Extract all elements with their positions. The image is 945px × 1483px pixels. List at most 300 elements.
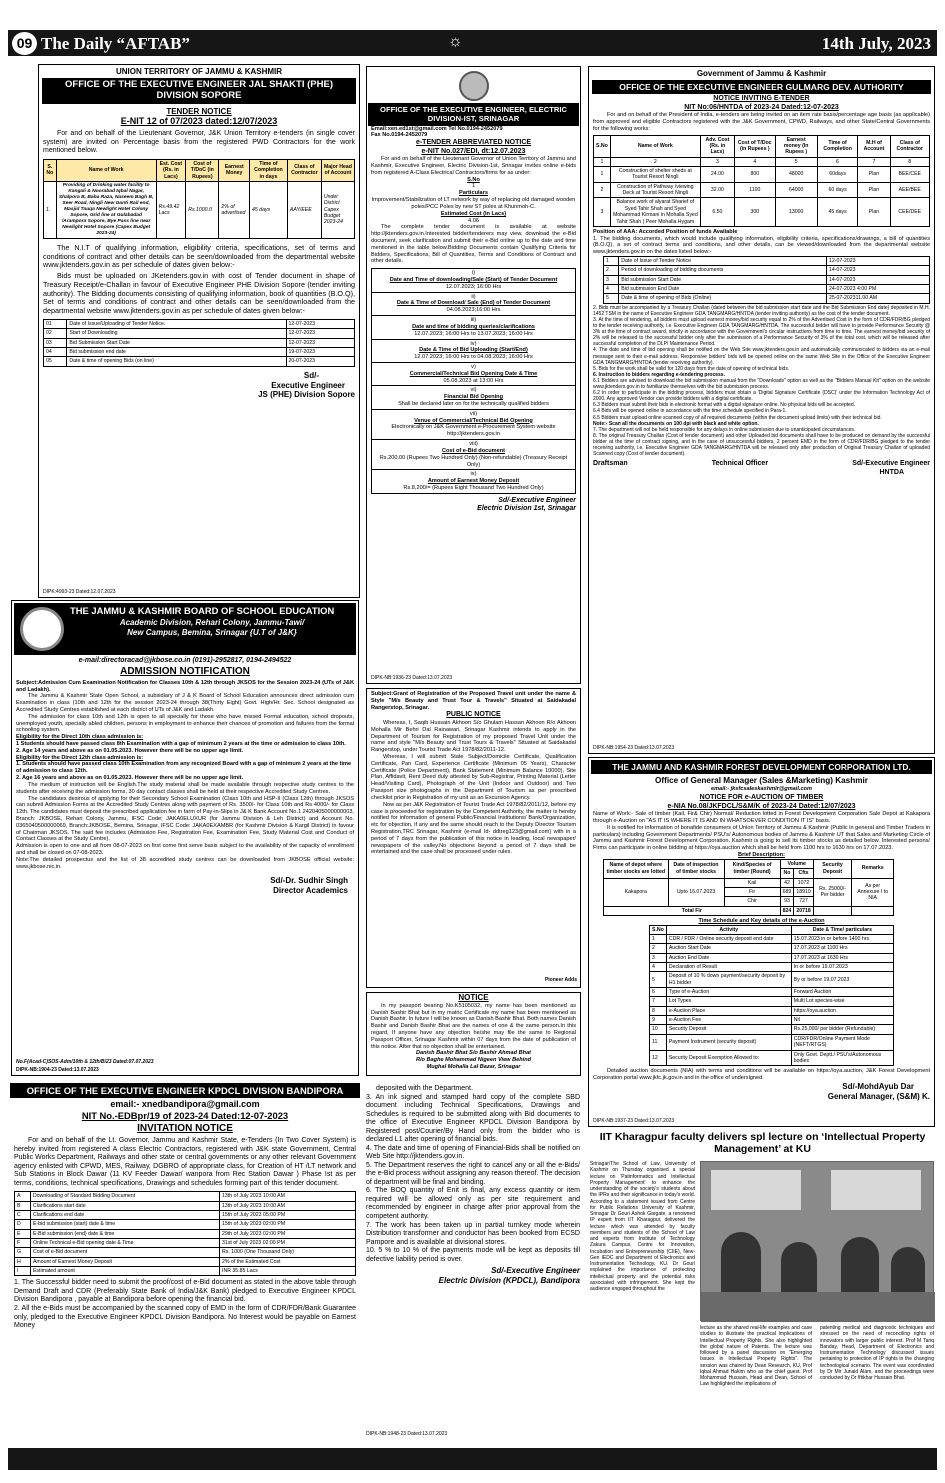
kpdcl-clause-3: 3. An ink signed and stamped hard copy of the complete SBD document including Technical Specifications, Drawings and Schedules is required to be submitted along with Bid documents to the office of Executive Engineer KPDCL Division Bandipora by Registered post/Courier/By Hand only from the bidder who is declared L1 after opening of financial bids. xyxy=(366,1093,580,1144)
kpdcl-sched-cell: D xyxy=(15,1220,31,1229)
phe-sched-cell: 05 xyxy=(44,357,67,366)
forest-sched-cell: 3 xyxy=(650,953,667,962)
gdtm-sched-cell: Bid submission End Date xyxy=(619,285,827,294)
jkbose-para4: The candidates desirous of applying for their Secondary School Examination (Class 10th and HSP-II (Class 12th) through JKSOS can submit Admission Forms at the Accredited Study Centres along with payment of Rs. 3500/- for Class 10th and Rs 4000/- for Class 12th. The candidates must deposit the prescribed application fee in farm of Pay-in-Slips in J& K Bank Account No.1 2420405000000003, Branch: JKBOSE, Rehari Colony, Jammu, IFSC Code; JAKA0ELUXUR (for Jammu Division & Leh District) and Account No. 0365040500000069, Branch:JKBOSE, Bemina, Srinagar, IFSC Code: JAKA0EXAMBR (for Kashmir Division & Kargil District) in favour of Chairman JKSOS. The said fee includes (Admission Fee, Registration Fee, Examination Fee, Study Material Cost and Conduct of Contact Classes at the Study Centre). xyxy=(16,795,354,843)
elec-item-label: Date & Time of Bid Uploading (Start/End) xyxy=(419,347,528,354)
elec-item-no: vii) xyxy=(469,410,478,417)
forest-sched-cell: Auction End Date xyxy=(666,953,791,962)
gdtm-cell: Plan xyxy=(858,182,890,198)
gdtm-clause-6-2: 6.2 In order to participate in the bidding process, bidders must obtain a 'Digital Signature Certificate (DSC)' under the Information Technology Act of 2000. Any approved Vendor can provide bidders with a digital certificate. xyxy=(593,390,930,403)
gdtm-sched-cell: 24-07-2023 4:00 PM xyxy=(827,285,930,294)
gdtm-note: Note:- Scan all the documents on 100 dpi with black and white option. xyxy=(593,420,759,427)
elec-item-no: vi) xyxy=(470,387,477,394)
travel-para1: Whereas, I, Saqib Hussain Akhoon S/o Ghulam Hassan Akhoon R/o Akhoon Mohalla Mir Behri Dal Rainawari, Srinagar Kashmir intends to apply in the Department of Tourism for Registration of my proposed Travel Unit under the name and style "M/s Beauty and Trust Tours & Travels" Situated at Saidakadal Rangerstop, under Tourist Trade Act 1978/82/2011-12. xyxy=(371,719,576,754)
kpdcl-nit: NIT No.-EDBpr/19 of 2023-24 Dated:12-07-2023 xyxy=(81,1110,289,1122)
forest-sched-cell: e-Auction Fee xyxy=(666,1016,791,1025)
forest-sched-cell: 6 xyxy=(650,988,667,997)
gdtm-cell: Construction of Pathway /viewing Deck at Tourist Resort Ningli xyxy=(610,182,700,198)
gdtm-col: Name of Work xyxy=(610,135,700,157)
gdtm-cell: Balance work of alyarat Sharief of Syed Tahir Shah and Syed Mohammad Kirmani in Mohalla Syed Tahir Shah ( Peer Mohalla Hygam xyxy=(610,198,700,226)
forest-sched-cell: Only Govt. Deptt./ PSU's/Autonomous bodies xyxy=(791,1050,893,1066)
gdtm-sched-cell: Date of Issue of Tender Notice xyxy=(619,257,827,266)
gdtm-cell: AEE/BEE xyxy=(890,182,930,198)
kpdcl-sched-cell: Clarifications end date xyxy=(30,1210,219,1219)
jkbose-para1: The Jammu & Kashmir State Open School, a subsidiary of J & K Board of School Education announces direct admission cum Examination in class (10th and 12th for the session 2023-24 through 38(Thirty Eight) Govt. High/Hr. Sec. School designated as Accredited Study Centres established at each district of UTs of J&K and Ladakh. xyxy=(16,693,354,713)
forest-sched-cell: 8 xyxy=(650,1006,667,1015)
kpdcl-sched-cell: 15th of July 2023 02:00 PM xyxy=(220,1220,356,1229)
forest-schedule-heading: Time Schedule and Key details of the e-Auction xyxy=(698,917,825,924)
elec-item-no: i) xyxy=(471,270,476,277)
forest-heading: NOTICE FOR e-AUCTION OF TIMBER xyxy=(699,794,824,802)
forest-col: Remarks xyxy=(852,859,894,878)
gdtm-sched-cell: 2 xyxy=(604,266,619,275)
elec-item-no: iii) xyxy=(470,317,477,324)
forest-sched-cell: Payment Instrument (security deposit) xyxy=(666,1034,791,1050)
phe-col-est: Est. Cost (Rs. in Lacs) xyxy=(156,159,186,181)
jkbose-elig12-heading: Eligibility for the Direct 12th class admission is: xyxy=(16,754,144,761)
forest-sched-cell: 11 xyxy=(650,1034,667,1050)
gdtm-cell: 6.50 xyxy=(700,198,734,226)
phe-col-class: Class of Contractor xyxy=(287,159,321,181)
forest-sched-cell: Forward Auction xyxy=(791,988,893,997)
forest-sched-cell: e-Auction Place xyxy=(666,1006,791,1015)
elec-sno-value: 1 xyxy=(471,183,476,190)
forest-nia: e-NIA No.08/JKFDCL/S&M/K of 2023-24 Dated:12/07/2023 xyxy=(667,802,856,810)
kpdcl-ref: DIPK-NB:1948-23 Dated:13.07.2023 xyxy=(366,1430,448,1437)
gdtm-sched-cell: 14-07-2023 xyxy=(827,266,930,275)
gdtm-clause-8: 8. The original Treasury Challan (Cost of tender document) and other Uploaded bid documents shall have to be produced on demand by the successful bidder at the time of contract signing, and in the case of unsuccessful bidders, 2 percent EMD in the form of CDR/FDR/BG pledged to the tender receiving authority, i.e. Executive Engineer GDA TANGMARG/HNTDA will be released only after production of Original Treasury Challan of uploaded Scanned copy (Cost of tender document). xyxy=(593,432,930,458)
gdtm-cell: 2 xyxy=(594,182,611,198)
gdtm-clause-6: 6. Instruction to bidders regarding e-tendering process. xyxy=(593,371,725,378)
kpdcl-sched-cell: E-Bid submission (end) date & time xyxy=(30,1229,219,1238)
kpdcl-sched-cell: 29th of July 2023 02:00 PM xyxy=(220,1229,356,1238)
elec-intro: For and on behalf of the Lieutenant Governor of Union Territory of Jammu and Kashmir, Executive Engineer, Electric Division-1st, Srinagar invites online e-bids from registered A-Class Electrical Contractors/firms for as under: xyxy=(371,156,576,176)
forest-col: Security Deposit xyxy=(813,859,852,878)
forest-sched-col: S.No xyxy=(650,925,667,934)
jkbose-addr2: New Campus, Bemina, Srinagar {U.T of J&K} xyxy=(127,628,297,638)
gdtm-cell: 64000 xyxy=(775,182,817,198)
jkbose-elig10-a: 1 Students should have passed class 8th Examination with a gap of minimum 2 years at the time or admission to class 10th. xyxy=(16,741,346,748)
elec-enit: e-NIT No.027/EDI, dt:12.07.2023 xyxy=(421,147,526,155)
forest-sched-cell: CDR/FDR/Online Payment Mode (NEFT/RTGS) xyxy=(791,1034,893,1050)
gdtm-clause-6-5: 6.5 Bidders must upload online scanned copy of all required documents (within the document upload limits) with their technical bid. xyxy=(593,414,882,421)
elec-item-label: Cost of e-Bid document xyxy=(441,447,506,454)
kpdcl-sched-cell: Estimated amount xyxy=(30,1267,219,1276)
gdtm-num: 7 xyxy=(858,157,890,166)
jkbose-emblem-icon xyxy=(20,607,64,651)
phe-row-cell: 45 days xyxy=(249,181,287,238)
forest-sched-cell: 7 xyxy=(650,997,667,1006)
gdtm-ref: DIPK-NB:1954-23 Dated:13.07.2023 xyxy=(593,744,675,751)
forest-col: Volume xyxy=(780,859,813,868)
forest-cell: 727 xyxy=(794,897,813,906)
forest-cell: 18919 xyxy=(794,887,813,896)
gdtm-clause-6-3: 6.3 Bidders must submit their bids in electronic format with a digital signature online. No physical bids will be accepted. xyxy=(593,402,856,409)
gdtm-govt-line: Government of Jammu & Kashmir xyxy=(696,69,827,78)
travel-subject: Subject:Grant of Registration of the Proposed Travel unit under the name & Style "M/s Beauty and Trust Tour & Travels" Situated at Saidakadal Rangerstop, Srinagar. xyxy=(371,691,576,711)
gdtm-sched-cell: 12-07-2023 xyxy=(827,257,930,266)
kpdcl-sched-cell: 31st of July 2023 02:00 PM xyxy=(220,1239,356,1248)
forest-cell: 689 xyxy=(780,887,794,896)
elec-item-no: ix) xyxy=(470,471,477,478)
gdtm-cell: CEE/DEE xyxy=(890,198,930,226)
kpdcl-sched-cell: 13th of July 2023 10:00 AM xyxy=(220,1192,356,1201)
elec-signatory: Sd/-Executive Engineer xyxy=(498,496,576,504)
elec-item-value: 12.07.2023; 16:00 Hrs to 13.07.2023; 16:00 Hrs xyxy=(414,330,533,337)
gdtm-intro: For and on behalf of the President of India, e-tenders are being invited on an item rate basis/percentage age basis (as applicable) from approved and eligible Contractors registered with the J&K Government, CPWD, Railways, and other State/Central Governments for the following works: xyxy=(593,112,930,132)
phe-para-bids: Bids must be uploaded on JKetenders.gov.in with cost of Tender document in shape of Treasury Receipt/e-Challan in favour of Executive Engineer PHE Division Sopore (tender inviting authority). The Bidding documents consisting of qualifying information, book of quantities (B.O.Q), Set of terms and conditions of contract and other details can be seen/downloaded from the departmental website www.jktenders.gov.in as per schedule of dates given below:- xyxy=(43,271,355,316)
gdtm-nit: NIT No:06/HNTDA of 2023-24 Dated:12-07-2023 xyxy=(684,103,839,111)
passport-sign2: R/o Baghe Mohammad Nigeen View Behind xyxy=(415,1057,532,1064)
forest-sched-col: Activity xyxy=(666,925,791,934)
forest-sched-cell: 9 xyxy=(650,1016,667,1025)
phe-row-cell: Providing of Drinking water facility to Kangali & Noorabad Iqbal Nagar, Shalpora B, Baba Raza, Naseem Bagh B, Seer Road, Ningli New Ganti Rail end, Masjid Tauqa Newlight Hotel Colony Sopore, Grid line at Gulabadad /Arampora Sopore, Bye Pass line near Newlight Hotel Sopore (Capex Budget 2023-24) xyxy=(56,181,156,238)
elec-item-value: 04.08.2023;16:00 Hrs xyxy=(446,307,501,314)
gdtm-num: 6 xyxy=(817,157,858,166)
iit-news-article xyxy=(590,1131,935,1441)
phe-col-em: Earnest Money xyxy=(219,159,250,181)
gdtm-work-table xyxy=(593,135,930,227)
phe-col-work: Name of Work xyxy=(56,159,156,181)
phe-col-sno: S. No xyxy=(44,159,57,181)
forest-email: email:- jksfcsaleskashmir@gmail.com xyxy=(711,786,812,793)
gdtm-sched-cell: 25-07-202311.00 AM xyxy=(827,294,930,303)
kpdcl-sched-cell: Clarifications start date xyxy=(30,1201,219,1210)
phe-ut-line: UNION TERRITORY OF JAMMU & KASHMIR xyxy=(115,67,283,76)
forest-col: Kind/Species of timber (Round) xyxy=(724,859,780,878)
gdtm-sched-cell: 1 xyxy=(604,257,619,266)
forest-cell: Kail xyxy=(724,878,780,887)
kpdcl-sched-cell: 15th of July 2023 05:00 PM xyxy=(220,1210,356,1219)
jkbose-notice xyxy=(11,600,359,1076)
phe-sd: Sd/- xyxy=(303,370,319,380)
gdtm-col: Class of Contractor xyxy=(890,135,930,157)
forest-signatory: Sd/-MohdAyub Dar xyxy=(842,1081,914,1091)
jkbose-elig12-a: 1. Students should have passed class 10th Examination from any recognized Board with a gap of minimum 2 years at the time of admission to class 12th. xyxy=(16,761,352,775)
elec-para: The complete tender document is available at website http://jktenders.gov.in.Interested bidder/tenderers may view, download the e-Bid document, seek clarification and submit their e-Bid online up to the date and time mentioned in the table below.Bidding Documents contain Qualifying Criteria for Bidders, Specifications, Bill of Quantities, Terms and Conditions of Contract and other details. xyxy=(371,224,576,265)
phe-row-cell: 2% of advertised xyxy=(219,181,250,238)
forest-sched-cell: Auction Start Date xyxy=(666,944,791,953)
elec-schedule-table xyxy=(371,268,576,494)
footer-bar xyxy=(8,1448,937,1470)
elec-work-name: Improvement/Stabilization of LT network by way of replacing old damaged wooden poles/PCC Poles by new ST poles at Khunmoh-C. xyxy=(371,197,576,210)
phe-sched-cell: Date & time of opening Bids (on line) xyxy=(67,357,286,366)
elec-email: Email:xen.ed1st@gmail.com Tel No.0194-2452079 xyxy=(371,125,503,132)
forest-sched-cell: 17.07.2023 at 1630 Hrs xyxy=(791,953,893,962)
kpdcl-sched-cell: E-bid submission (start) date & time xyxy=(30,1220,219,1229)
gdtm-signatory: Sd/-Executive Engineer xyxy=(852,460,930,468)
phe-sched-cell: 19-07-2023 xyxy=(286,348,355,357)
gdtm-num: 4 xyxy=(734,157,775,166)
passport-notice xyxy=(366,992,581,1076)
forest-cell: Chir xyxy=(724,897,780,906)
elec-item-value: 05.08.2023 at 13:00 Hrs xyxy=(443,377,504,384)
forest-stock-table xyxy=(603,859,894,916)
gdtm-cell: 300 xyxy=(734,198,775,226)
jkbose-signatory-title: Director Academics xyxy=(273,886,348,896)
forest-sched-cell: CDR / FDR / Online security deposit end date xyxy=(666,935,791,944)
kpdcl-heading: INVITATION NOTICE xyxy=(137,1122,233,1134)
gdtm-col: M.H of Account xyxy=(858,135,890,157)
kpdcl-clause-7: 7. The work has been taken up in partial turnkey mode wherein Distribution transformer and conductor has been booked from ECSD Pampore and is available at divisional stores. xyxy=(366,1221,580,1246)
phe-office-title: OFFICE OF THE EXECUTIVE ENGINEER JAL SHAKTI (PHE) DIVISION SOPORE xyxy=(42,78,356,104)
gdtm-sched-cell: Bid submission Start Date xyxy=(619,275,827,284)
elec-item-no: viii) xyxy=(469,441,478,448)
passport-heading: NOTICE xyxy=(458,993,489,1002)
jkbose-heading: ADMISSION NOTIFICATION xyxy=(120,665,250,677)
kpdcl-sched-cell: Rs. 1000 (One Thousand Only) xyxy=(220,1248,356,1257)
gdtm-col: Adv. Cost (Rs. in Lacs) xyxy=(700,135,734,157)
gdtm-num: 3 xyxy=(700,157,734,166)
elec-fax: Fax No.0194-2452079 xyxy=(371,132,428,139)
forest-work: Name of Work:- Sale of timber (Kail, Fir& Chir) Normal/ Reduction lotted in Forest Development Corporation Sale Depot at Kakapora through e-Auction on "AS IT IS WHERE IT IS AND IN WHATSOEVER CONDITION IT IS" basis. xyxy=(593,811,930,824)
kpdcl-sched-cell: Amount of Earnest Money Deposit xyxy=(30,1257,219,1266)
phe-col-time: Time of Completion in days xyxy=(249,159,287,181)
kpdcl-notice xyxy=(10,1081,360,1439)
kpdcl-sched-cell: I xyxy=(15,1267,31,1276)
elec-item-value: Rs.200.00 (Rupees Two Hundred Only) (Non-refundable) (Treasury Receipt Only) xyxy=(379,454,568,468)
gdtm-num: 5 xyxy=(775,157,817,166)
forest-sched-cell: 4 xyxy=(650,963,667,972)
kpdcl-schedule-table xyxy=(14,1191,356,1276)
gdtm-cell: 60days xyxy=(817,167,858,183)
phe-row-cell: Rs.1000.0 xyxy=(186,181,219,238)
forest-sched-cell: 10 xyxy=(650,1025,667,1034)
gdtm-clause-6-1: 6.1 Bidders are advised to download the bid submission manual from the "Downloads" option as well as the "Bidders Manual Kit" option on the website www.jktenders.gov.in to familiarize themselves with the bid submission process. xyxy=(593,377,930,391)
jkbose-para3: The medium of instruction will be English.The study material shall be made available through respective study centres to the students after receiving the admission forms, 30 day contact classes shall be held at their respective Accredited Study Centres. xyxy=(16,781,354,795)
forest-sched-cell: Deposit of 10 % down payment/security deposit by H1 bidder xyxy=(666,972,791,988)
travel-agency-tag: Pioneer Adds xyxy=(544,976,577,983)
forest-office: Office of General Manager (Sales &Marketing) Kashmir xyxy=(655,776,868,786)
kpdcl-notice-continued xyxy=(362,1081,584,1439)
phe-signatory-office: JS (PHE) Division Sopore xyxy=(258,390,355,400)
iit-headline: IIT Kharagpur faculty delivers spl lecture on ‘Intellectual Property Management’ at KU xyxy=(599,1131,926,1156)
forest-ref: DIPK-NB:1937-23 Dated:13.07.2023 xyxy=(593,1117,675,1124)
phe-sched-cell: Bid submission end date xyxy=(67,348,286,357)
forest-total: 20718 xyxy=(794,906,813,915)
phe-col-head: Major Head of Account xyxy=(321,159,354,181)
gdtm-cell: 1100 xyxy=(734,182,775,198)
gdtm-tech-officer: Technical Officer xyxy=(711,460,769,468)
elec-item-no: v) xyxy=(471,363,476,370)
kpdcl-clause-2: 2. All the e-Bids must be accompanied by the scanned copy of EMD in the form of CDR/FDR/Bank Guarantee only, pledged to the Executive Engineer KPDCL Division Bandipora. No Interest would be payable on Earnest Money xyxy=(14,1304,356,1330)
forest-sched-cell: Nil xyxy=(791,1016,893,1025)
phe-row-cell: AAY/EEE xyxy=(287,181,321,238)
gdtm-cell: BEE/CEE xyxy=(890,167,930,183)
jkbose-para5: Admission is open to one and all from 08-07-2023 on first come first serve basis subject to the availability of the capacity of enrollment and shall be closed on 07-08-2023. xyxy=(16,843,354,857)
forest-signatory-title: General Manager, (S&M) K. xyxy=(827,1091,930,1101)
elec-item-label: Amount of Earnest Money Deposit xyxy=(427,478,520,485)
gdtm-cell: 800 xyxy=(734,167,775,183)
gdtm-sched-cell: 3 xyxy=(604,275,619,284)
gdtm-cell: 45 days xyxy=(817,198,858,226)
elec-signatory-office: Electric Division 1st, Srinagar xyxy=(477,505,576,513)
gdtm-col: Time of Completion xyxy=(817,135,858,157)
gdtm-sched-cell: 5 xyxy=(604,294,619,303)
forest-col: Date of inspection of timber stocks xyxy=(668,859,724,878)
elec-item-value: Shall be declared later on for the technically qualified bidders xyxy=(398,401,549,407)
forest-sched-cell: https://oya.auction xyxy=(791,1006,893,1015)
forest-brief-label: Brief Description: xyxy=(738,852,785,858)
kpdcl-clause-6: 6. The BOQ quantity of Enit is final, any excess quantity or item required will be allowed only as per site requirement and recommended by engineer in charge after prior approval from the competent authority. xyxy=(366,1187,580,1220)
forest-total: Total Fir xyxy=(604,906,781,915)
gdtm-num: 8 xyxy=(890,157,930,166)
kpdcl-sched-cell: Online Technical e-Bid opening date & Time xyxy=(30,1239,219,1248)
phe-sopore-notice xyxy=(38,64,360,598)
masthead-bar xyxy=(8,30,937,56)
jkbose-ref1: No.F(Acad-C)SOS-Adm/10th & 12th/B/23 Dated:07.07.2023 xyxy=(16,1058,154,1065)
forest-inspection: Upto 16.07.2023 xyxy=(668,878,724,906)
elec-item-value: Rs.8,200/= (Rupees Eight Thousand Two Hundred Only) xyxy=(403,484,544,491)
elec-ref: DIPK-NB:1936-23 Dated:13.07.2023 xyxy=(371,674,453,681)
electric-division-notice xyxy=(366,66,581,684)
jkbose-para2: The admission for class 10th and 12th is open to all specially for those who have missed Formal education, school dropouts, unemployed youth, specially abled children, persons in employment to enhance their chances of promotion and failures from the formal schooling system. xyxy=(16,713,354,734)
kpdcl-sched-cell: B xyxy=(15,1201,31,1210)
gdtm-sched-cell: Period of downloading of bidding documents xyxy=(619,266,827,275)
iit-col2: lecture as she shared real-life examples and case studies to illustrate the practical implications of Intellectual Property Rights. She also highlighted the global nature of Patents. The lecture was followed by a panel discussion on "Emerging Issues in Intellectual Property Rights". The session was chaired by Dean Research, KU, Prof Iqbal Ahmad Hakim who as the chief guest. Prof Mohammad Hussain, Head and Dean, School of Law highlighted the implications of xyxy=(700,1325,812,1388)
gdtm-col: Cost of T/Doc (in Rupees ) xyxy=(734,135,775,157)
elec-item-label: Date and time of bidding queries/clarifications xyxy=(412,323,535,330)
forest-sched-cell: Declaration of Result xyxy=(666,963,791,972)
elec-item-no: ii) xyxy=(471,293,476,300)
forest-sched-cell: In or before 19.07.2023 xyxy=(791,963,893,972)
newspaper-logo: ☼ xyxy=(448,33,463,50)
gdtm-sched-cell: Date & time of opening of Bids (Online) xyxy=(619,294,827,303)
gdtm-num: 1 xyxy=(594,157,611,166)
jkbose-contact: e-mail:directoracad@jkbose.co.in (0191)-2952817, 0194-2494522 xyxy=(78,657,292,664)
travel-para2: Whereas, I will submit State Subject/Domicile Certificate, Qualification Certificate, Pan Card, Experience Certificate (Minimum 05 Years), Character Certificate (Police Department), Bank Statement (Minimum Balance 10000), Site Plan, Affidavit, Rent Deed duly attested by Sub-Registrar, Printing Material (Letter Head/Visiting Card), Photograph of the Unit (Indoor and Outdoor) and Two Passport size photographs in the Department of Tourism as per prescribed checklist prior in Registration of my unit as an Excursion Agency. xyxy=(371,754,576,801)
elec-item-label: Date and Time of downloading/Sale (Start) of Tender Document xyxy=(389,277,558,283)
govt-emblem-icon xyxy=(459,71,489,101)
elec-title: OFFICE OF THE EXECUTIVE ENGINEER, ELECTRIC DIVISION-IST, SRINAGAR xyxy=(368,103,579,126)
gdtm-signatory-office: HNTDA xyxy=(879,468,904,476)
kpdcl-sched-cell: G xyxy=(15,1248,31,1257)
gdtm-cell: 32.00 xyxy=(700,182,734,198)
forest-sched-cell: By or before 19.07.2023 xyxy=(791,972,893,988)
kpdcl-sched-cell: F xyxy=(15,1239,31,1248)
jkbose-ref2: DIPK-NB:1904-23 Dated:13.07.2023 xyxy=(16,1066,99,1073)
elec-heading: e-TENDER ABBREVIATED NOTICE xyxy=(415,139,532,147)
gdtm-clause-4: 4. The date and time of bid opening shall be notified on the Web Site www.jktenders.gov.in and automatically communicated to bidders via an e-mail message sent to their e-mail address. Responsive bidders' bids will be opened online on the same Web Site in the Office of the Executive Engineer GDA TANGMARG/HNTDA (tender receiving authority). xyxy=(593,347,930,366)
gdtm-cell: Plan xyxy=(858,198,890,226)
forest-sched-cell: Lot Types xyxy=(666,997,791,1006)
phe-sched-cell: Date of Issue/Uploading of Tender Notice. xyxy=(67,320,286,329)
gdtm-cell: Construction of shelter sheds at Tourist Resort Ningli xyxy=(610,167,700,183)
gdtm-clause-6-4: 6.4 Bids will be opened online in accordance with the time schedule specified in Para-1. xyxy=(593,408,787,415)
forest-col: Name of depot where timber stocks are lotted xyxy=(604,859,669,878)
elec-item-label: Commercial/Technical Bid Opening Date & Time xyxy=(409,370,538,377)
travel-public-notice xyxy=(366,688,581,988)
elec-item-value: 12.07.2023; 16:00 Hrs to 04.08.2023; 16:00 Hrs xyxy=(414,354,533,361)
phe-intro: For and on behalf of the Lieutenant Governor, J&K Union Territory e-tenders (in single cover system) are invited on Percentage basis from the registered PWD Contractors for the work mentioned below. xyxy=(43,130,355,155)
forest-sched-cell: 2 xyxy=(650,944,667,953)
forest-para: It is notified for information of bonafide consumers of Union Territory of Jammu & Kashmir (Public in general and Timber Traders in particulars) including Government Departments/ PSU's/ Autonomous bodies of Jammu & Kashmir UT that Sales and Marketing Circle of Jammu and Kashmir Forest Development Corporation, Kashmir is going to sell its timber stocks as detailed below. Interested persons/ Firms can participate in online bidding at https://oya.auction which shall be held from 1100 hrs to 1630 hrs on 17.07.2023. xyxy=(593,824,930,852)
forest-sched-col: Date & Time/ particulars xyxy=(791,925,893,934)
phe-row-cell: Under District Capex Budget 2023-24 xyxy=(321,181,354,238)
forest-corp-notice xyxy=(588,757,935,1127)
phe-schedule-table xyxy=(43,319,355,367)
forest-col: No xyxy=(780,869,794,878)
gdtm-sched-cell: 14-07-2023 xyxy=(827,275,930,284)
travel-heading: PUBLIC NOTICE xyxy=(446,711,501,719)
kpdcl-sched-cell: INR 35.85 Lacs xyxy=(220,1267,356,1276)
kpdcl-sched-cell: H xyxy=(15,1257,31,1266)
phe-sched-cell: Bid Submission Start Date xyxy=(67,338,286,347)
forest-docs: Detailed auction documents (NIA) with terms and conditions will be available on https://oya.auction, J&K Forest Development Corporation portal www.jkfc.jk.gov.in and in the office of undersigned. xyxy=(593,1068,930,1081)
kpdcl-signatory-office: Electric Division (KPDCL), Bandipora xyxy=(438,1275,580,1285)
gdtm-col: S.No xyxy=(594,135,611,157)
kpdcl-signatory: Sd/-Executive Engineer xyxy=(491,1266,580,1276)
elec-sno-label: S.No xyxy=(467,176,480,183)
forest-sched-cell: 17.07.2023 at 1100 Hrs xyxy=(791,944,893,953)
gulmarg-dev-notice xyxy=(588,66,935,754)
kpdcl-sched-cell: Cost of e-Bid document xyxy=(30,1248,219,1257)
jkbose-note: Note:The detailed prospectus and the list of 38 accredited study centres can be downloaded from JKBOSE official website: www.jkbose.nic.in. xyxy=(16,856,354,870)
elec-item-value: Electronically on J&K Government e-Procurement System website http://jktenders.gov.in xyxy=(391,424,556,438)
phe-sched-cell: 01 xyxy=(44,320,67,329)
forest-cell: Fir xyxy=(724,887,780,896)
iit-col1: Srinagar/The School of Law, University of Kashmir on Thursday organised a special lecture on 'Patinformatics and Intellectual Property Management' to enhance the understanding of the society's students about the IPRs and their significance in today's world. According to a statement issued from Centre for Public Relations University of Kashmir, Srinagar Dr Gouri Ashok Gargate, a renowned IP expert from IIT Kharagpur, delivered the lecture which was attended by faculty members and students of the School of Law and experts from Institute of Technology Zakura Campus, Centre for Innovation, Incubation and Entrepreneurship (CIIE), New-Gen IEDC and Department of Electronics and Instrumentation Technology, KU. Dr Gouri explained the importance of protecting intellectual property and the potential risks associated with infringement. She kept the audience engaged throughout the xyxy=(590,1161,695,1292)
phe-sched-cell: 02 xyxy=(44,329,67,338)
elec-item-no: iv) xyxy=(470,340,477,347)
kpdcl-clause-4: 4. The date and time of opening of Financial-Bids shall be notified on Web Site http://jktenders.gov.in. xyxy=(366,1144,580,1161)
phe-sched-cell: Start of Downloading xyxy=(67,329,286,338)
kpdcl-clause-2-cont: deposited with the Department. xyxy=(376,1085,473,1092)
kpdcl-sched-cell: Downloading of Standard Bidding Document xyxy=(30,1192,219,1201)
elec-particulars-label: Particulars xyxy=(459,190,488,197)
elec-item-value: 12.07.2023; 16:00 Hrs xyxy=(445,283,502,290)
gdtm-clause-3: 3. At the time of tendering, all bidders must upload earnest money/bid security equal to 2% of the Advertised Cost in the form of CDR/FDR/BG pledged to the tender receiving authority, i.e. Executive Engineer GDA TANGMARG/HNTDA. The successful bidder will have to provide Performance Security @ 3% at the time of contract award, strictly in accordance with the Government's circular instructions from time to time. The earnest money/bid security of 2% will be released to the successful bidder only after the submission of a Performance Security of 3% of the total cost, which will be released after successful completion of the DLP/ Maintenance Period. xyxy=(593,317,930,348)
phe-enit-number: E-NIT 12 of 07/2023 dated:12/07/2023 xyxy=(120,116,278,127)
gdtm-cell: Plan xyxy=(858,167,890,183)
phe-para-nit: The N.I.T of qualifying information, eligibility criteria, specifications, set of terms and conditions of contract and other details can be seen/downloaded from the departmental website www.jktenders.gov.in as per schedule of dates given below:- xyxy=(43,242,355,270)
gdtm-clause-5: 5. Bids for the work shall be valid for 120 days from the date of opening of technical bids. xyxy=(593,365,790,372)
gdtm-cell: 13000 xyxy=(775,198,817,226)
phe-tender-notice: TENDER NOTICE xyxy=(166,106,232,116)
gdtm-sched-cell: 4 xyxy=(604,285,619,294)
phe-row-cell: 1. xyxy=(44,181,57,238)
gdtm-col: Earnest money (In Rupees ) xyxy=(775,135,817,157)
kpdcl-sched-cell: E xyxy=(15,1229,31,1238)
jkbose-elig10-b: 2. Age 14 years and above as on 01.05.2023. However there will be no upper age limit. xyxy=(16,747,244,754)
kpdcl-intro: For and on behalf of the Lt. Governor, Jammu and Kashmir State, e-Tenders (In Two Cover System) is hereby invited from registered A class Electric Contractors, registered with J&K state Government, Central Public Works Department, Railways and other state or central governments or any other relevant Government agency enlisted with CPWD, MES, Railway, DGBRO of appropriate class, for Creation of HT /LT network and Sub Stations in Block Dawar (11 KV Feeder Dawar/ wanpora from Rec Station Dawar ) Phase Ist as per terms, conditions, technical specifications, Drawings and schedules forming part of this tender document. xyxy=(14,1137,356,1187)
gdtm-schedule-table xyxy=(603,256,930,304)
elec-cost-value: 4.06 xyxy=(468,217,479,224)
kpdcl-email: email:- xnedbandipora@gmail.com xyxy=(110,1099,260,1110)
phe-sched-cell: 03 xyxy=(44,338,67,347)
kpdcl-sched-cell: 2% of the Estimated Cost xyxy=(220,1257,356,1266)
forest-sched-cell: 1 xyxy=(650,935,667,944)
jkbose-signatory: Sd/-Dr. Sudhir Singh xyxy=(270,876,348,886)
phe-col-tdoc: Cost of T/DoC (in Rupees) xyxy=(186,159,219,181)
kpdcl-sched-cell: C xyxy=(15,1210,31,1219)
lecture-photo xyxy=(700,1161,934,1321)
phe-sched-cell: 12-07-2023 xyxy=(286,329,355,338)
jkbose-elig10-heading: Eligibility for the Direct 10th class admission is: xyxy=(16,734,144,741)
gdtm-cell: 48000 xyxy=(775,167,817,183)
forest-cell: 93 xyxy=(780,897,794,906)
kpdcl-sched-cell: 13th of July 2023 10:00 AM xyxy=(220,1201,356,1210)
gdtm-position: Position of AAA: Accorded Position of funds Available xyxy=(593,228,738,235)
gdtm-draftsman: Draftsman xyxy=(593,460,628,468)
gdtm-cell: 3 xyxy=(594,198,611,226)
phe-row-cell: Rs.49.42 Lacs xyxy=(156,181,186,238)
jkbose-title: THE JAMMU & KASHMIR BOARD OF SCHOOL EDUCATION xyxy=(70,605,335,616)
forest-sched-cell: 12 xyxy=(650,1050,667,1066)
jkbose-elig12-b: 2. Age 16 years and above as on 01.05.2023. However there will be no upper age limit. xyxy=(16,775,244,782)
jkbose-subject: Subject:Admission Cum Examination Notification for Classes 10th & 12th through JKSOS for the Session 2023-24 (UTs of J&K and Ladakh). xyxy=(16,679,354,693)
forest-remarks: As per Annexure I to NIA xyxy=(852,878,894,906)
